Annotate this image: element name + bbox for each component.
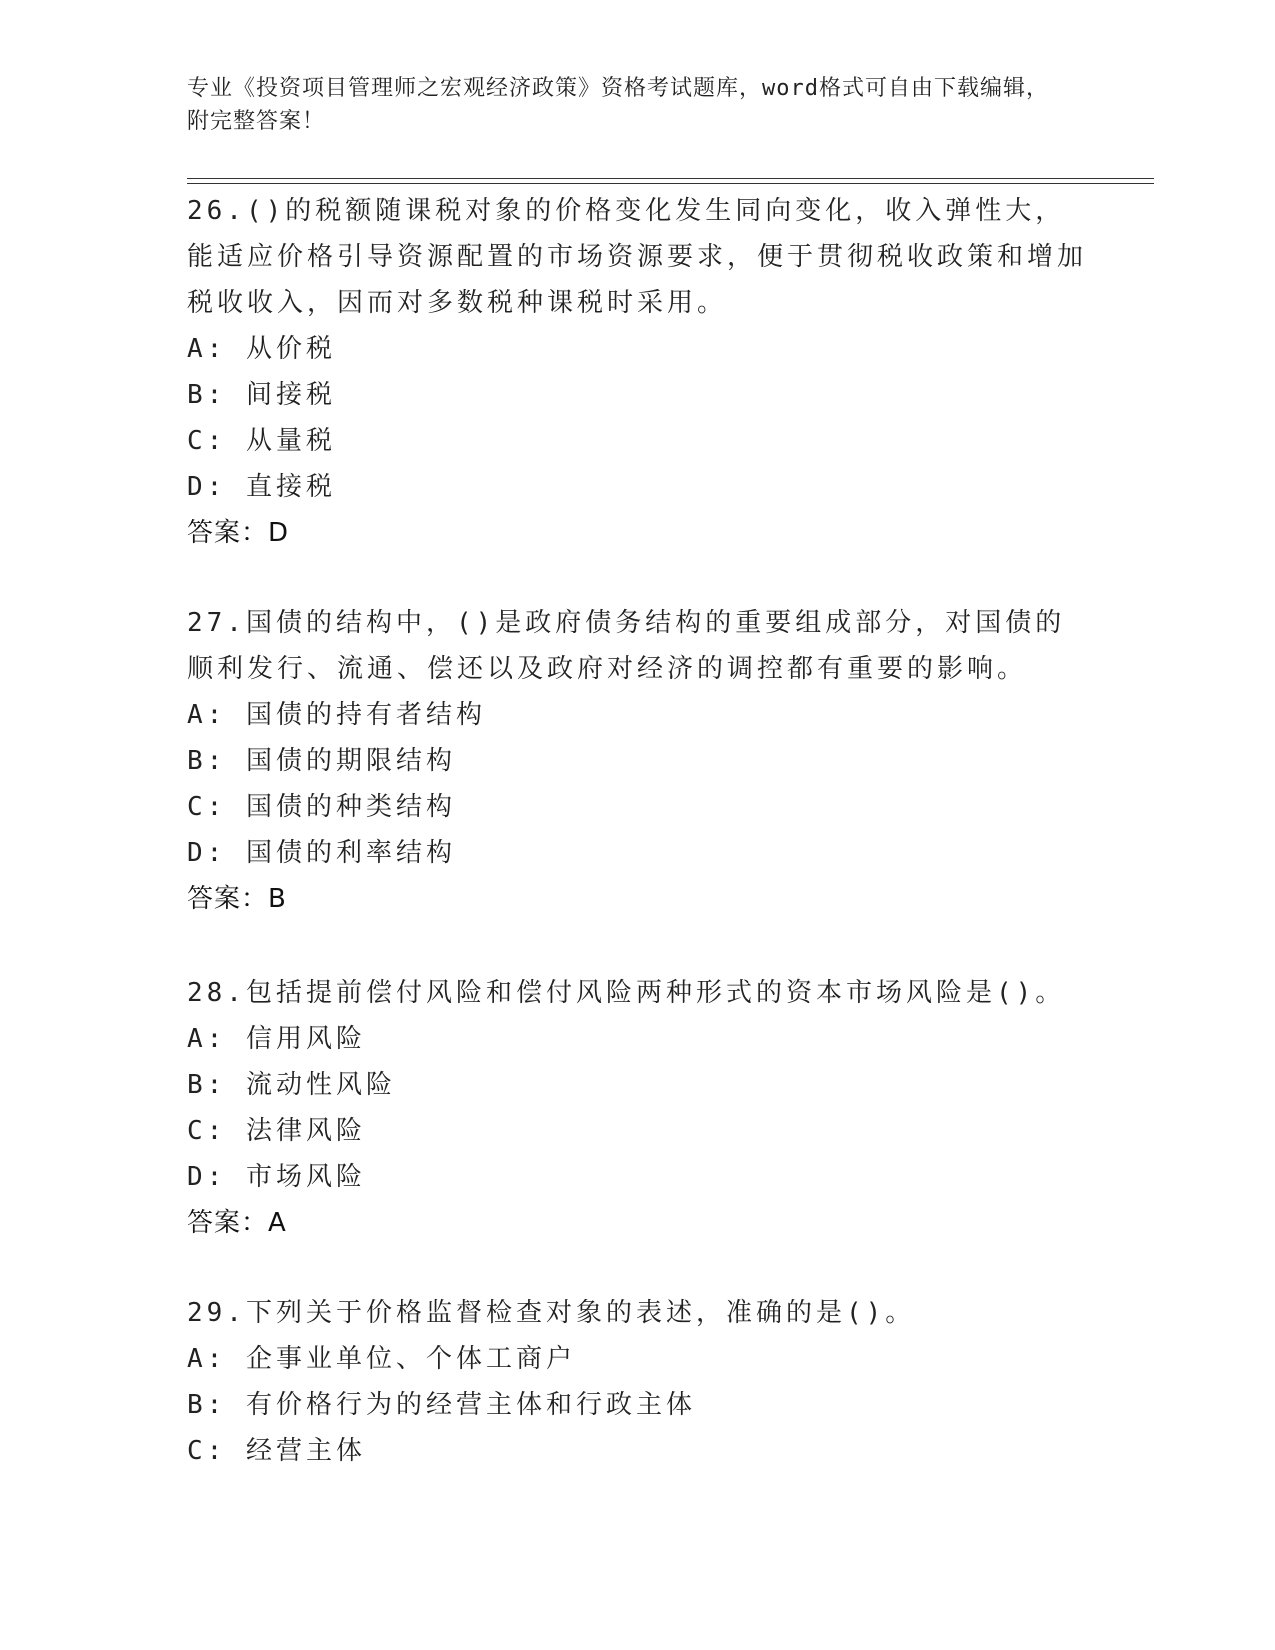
option-b: B: 间接税 bbox=[187, 380, 336, 410]
question-stem: 28.包括提前偿付风险和偿付风险两种形式的资本市场风险是()。 bbox=[187, 978, 1066, 1008]
question-28 bbox=[187, 970, 1087, 1246]
question-29 bbox=[187, 1290, 1087, 1474]
answer-label: 答案：B bbox=[187, 884, 287, 914]
question-stem: 27.国债的结构中，()是政府债务结构的重要组成部分，对国债的顺利发行、流通、偿还以及政府对经济的调控都有重要的影响。 bbox=[187, 608, 1066, 684]
option-d: D: 国债的利率结构 bbox=[187, 838, 456, 868]
option-d: D: 直接税 bbox=[187, 472, 336, 502]
option-c: C: 国债的种类结构 bbox=[187, 792, 456, 822]
option-c: C: 从量税 bbox=[187, 426, 336, 456]
question-stem: 29.下列关于价格监督检查对象的表述，准确的是()。 bbox=[187, 1298, 916, 1328]
option-b: B: 有价格行为的经营主体和行政主体 bbox=[187, 1390, 696, 1420]
option-a: A: 企事业单位、个体工商户 bbox=[187, 1344, 576, 1374]
answer-label: 答案：D bbox=[187, 518, 290, 548]
question-stem: 26.()的税额随课税对象的价格变化发生同向变化，收入弹性大，能适应价格引导资源配置的市场资源要求，便于贯彻税收政策和增加税收收入，因而对多数税种课税时采用。 bbox=[187, 196, 1088, 318]
question-27 bbox=[187, 600, 1087, 922]
option-a: A: 国债的持有者结构 bbox=[187, 700, 486, 730]
option-b: B: 流动性风险 bbox=[187, 1070, 396, 1100]
option-a: A: 信用风险 bbox=[187, 1024, 366, 1054]
question-26 bbox=[187, 188, 1087, 556]
option-c: C: 经营主体 bbox=[187, 1436, 366, 1466]
option-c: C: 法律风险 bbox=[187, 1116, 366, 1146]
answer-label: 答案：A bbox=[187, 1208, 287, 1238]
header-divider-bottom bbox=[187, 183, 1154, 184]
option-b: B: 国债的期限结构 bbox=[187, 746, 456, 776]
header-divider-top bbox=[187, 178, 1154, 179]
option-d: D: 市场风险 bbox=[187, 1162, 366, 1192]
document-header: 专业《投资项目管理师之宏观经济政策》资格考试题库，word格式可自由下载编辑，附完整答案！ bbox=[187, 76, 1049, 134]
option-a: A: 从价税 bbox=[187, 334, 336, 364]
